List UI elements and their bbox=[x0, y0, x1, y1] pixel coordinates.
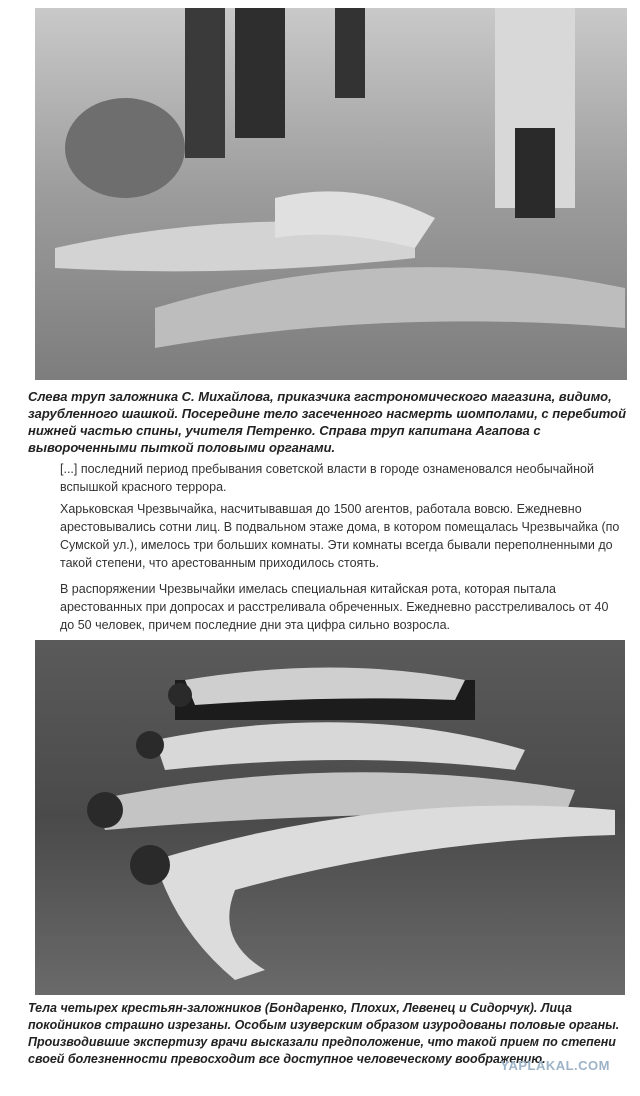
paragraph-2: Харьковская Чрезвычайка, насчитывавшая до 1500 агентов, работала вовсю. Ежедневно арестовывались сотни лиц. В подвальном этаже дома, в котором помещалась Чрезвычайка (по Сумской ул.), имелось три больших комнаты. Эти комнаты всегда бывали переполненными до такой степени, что арестованным приходилось стоять. bbox=[60, 502, 620, 570]
site-watermark: YAPLAKAL.COM bbox=[500, 1058, 610, 1073]
photo-top-image bbox=[35, 8, 627, 380]
photo-bottom-image bbox=[35, 640, 625, 995]
caption-top: Слева труп заложника С. Михайлова, приказчика гастрономического магазина, видимо, зарубленного шашкой. Посередине тело засеченного насмерть шомполами, с перебитой нижней частью спины, учителя Петренко. Справа труп капитана Агапова с вывороченными пыткой половыми органами. bbox=[28, 389, 627, 455]
historical-photo-top bbox=[35, 8, 627, 380]
paragraph-1: [...] последний период пребывания советской власти в городе ознаменовался необычайной вспышкой красного террора. bbox=[60, 462, 594, 494]
caption-bottom: Тела четырех крестьян-заложников (Бондаренко, Плохих, Левенец и Сидорчук). Лица покойников страшно изрезаны. Особым изуверским образом изуродованы половые органы. Производившие экспертизу врачи высказали предположение, что такой прием по степени своей болезненности превосходит все доступное человеческому воображению. bbox=[28, 1001, 620, 1066]
historical-photo-bottom bbox=[35, 640, 625, 995]
paragraph-3: В распоряжении Чрезвычайки имелась специальная китайская рота, которая пытала арестованных при допросах и расстреливала обреченных. Ежедневно расстреливалось от 40 до 50 человек, причем последние дни эта цифра сильно возросла. bbox=[60, 582, 609, 632]
